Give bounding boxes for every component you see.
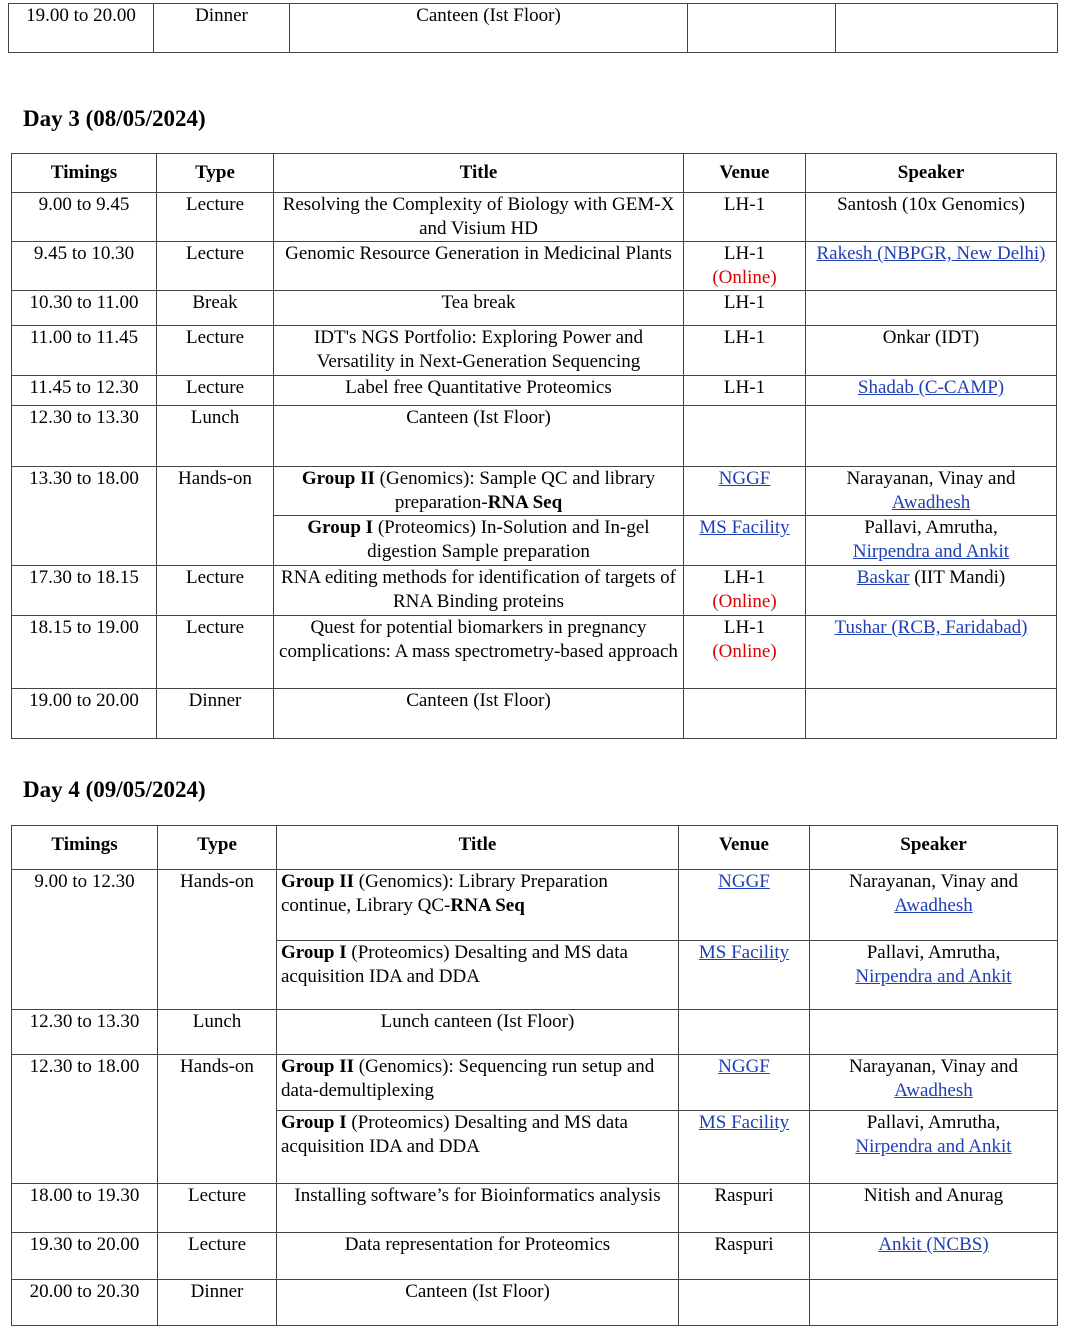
speaker-cell: Santosh (10x Genomics) bbox=[806, 193, 1057, 242]
timing-cell: 11.45 to 12.30 bbox=[12, 376, 157, 406]
venue-cell: LH-1 bbox=[684, 291, 806, 326]
timing-cell: 17.30 to 18.15 bbox=[12, 566, 157, 616]
type-cell: Lecture bbox=[157, 376, 274, 406]
venue-cell bbox=[679, 1055, 810, 1111]
top-partial-table bbox=[8, 3, 1058, 53]
type-cell: Lunch bbox=[157, 406, 274, 467]
type-cell: Lecture bbox=[158, 1233, 277, 1280]
day4-heading: Day 4 (09/05/2024) bbox=[23, 777, 206, 802]
header-venue: Venue bbox=[679, 826, 810, 870]
timing-cell: 18.15 to 19.00 bbox=[12, 616, 157, 689]
speaker-text: Pallavi, Amrutha, bbox=[866, 1112, 1001, 1133]
venue-link[interactable]: NGGF bbox=[718, 1056, 770, 1077]
type-cell: Dinner bbox=[154, 4, 290, 53]
venue-link[interactable]: NGGF bbox=[718, 468, 771, 489]
timing-cell: 12.30 to 18.00 bbox=[12, 1055, 158, 1184]
speaker-text: Narayanan, Vinay and bbox=[849, 1056, 1018, 1077]
header-speaker: Speaker bbox=[806, 154, 1057, 193]
timing-cell: 18.00 to 19.30 bbox=[12, 1184, 158, 1233]
venue-text: LH-1 bbox=[723, 243, 766, 264]
type-cell: Lecture bbox=[157, 616, 274, 689]
type-cell: Hands-on bbox=[158, 870, 277, 1010]
venue-cell bbox=[684, 616, 806, 689]
group-desc: (Proteomics) Desalting and MS data acquisition IDA and DDA bbox=[281, 1112, 628, 1157]
table-row bbox=[12, 616, 1057, 689]
type-cell: Dinner bbox=[157, 689, 274, 739]
type-cell: Lecture bbox=[157, 193, 274, 242]
header-title: Title bbox=[277, 826, 679, 870]
speaker-link[interactable]: Ankit (NCBS) bbox=[878, 1234, 989, 1255]
venue-cell: Raspuri bbox=[679, 1184, 810, 1233]
table-row bbox=[12, 467, 1057, 516]
type-cell: Hands-on bbox=[158, 1055, 277, 1184]
group-label: Group II bbox=[281, 1056, 355, 1077]
speaker-cell bbox=[810, 1055, 1058, 1111]
table-row bbox=[12, 689, 1057, 739]
header-type: Type bbox=[157, 154, 274, 193]
day3-schedule-table bbox=[11, 153, 1057, 739]
table-row bbox=[12, 1055, 1058, 1111]
title-cell bbox=[277, 1111, 679, 1184]
timing-cell: 11.00 to 11.45 bbox=[12, 326, 157, 376]
venue-cell: LH-1 bbox=[684, 193, 806, 242]
venue-cell bbox=[684, 242, 806, 291]
title-cell: Canteen (Ist Floor) bbox=[277, 1280, 679, 1326]
header-type: Type bbox=[158, 826, 277, 870]
timing-cell: 13.30 to 18.00 bbox=[12, 467, 157, 566]
title-cell bbox=[274, 516, 684, 566]
speaker-link[interactable]: Awadhesh bbox=[894, 895, 973, 916]
type-cell: Lecture bbox=[157, 566, 274, 616]
table-row bbox=[12, 1233, 1058, 1280]
group-desc: (Proteomics) In-Solution and In-gel digestion Sample preparation bbox=[367, 517, 650, 562]
venue-cell bbox=[679, 941, 810, 1010]
title-cell: Lunch canteen (Ist Floor) bbox=[277, 1010, 679, 1055]
timing-cell: 9.00 to 12.30 bbox=[12, 870, 158, 1010]
group-desc: (Genomics): Library Preparation continue, Library QC- bbox=[281, 871, 608, 916]
group-desc: (Genomics): Sample QC and library preparation- bbox=[374, 468, 656, 513]
title-cell: Canteen (Ist Floor) bbox=[290, 4, 688, 53]
type-cell: Hands-on bbox=[157, 467, 274, 566]
header-title: Title bbox=[274, 154, 684, 193]
title-cell: Label free Quantitative Proteomics bbox=[274, 376, 684, 406]
timing-cell: 9.45 to 10.30 bbox=[12, 242, 157, 291]
header-venue: Venue bbox=[684, 154, 806, 193]
table-row bbox=[12, 1010, 1058, 1055]
speaker-cell: Nitish and Anurag bbox=[810, 1184, 1058, 1233]
venue-text: LH-1 bbox=[723, 617, 766, 638]
timing-cell: 12.30 to 13.30 bbox=[12, 1010, 158, 1055]
table-row bbox=[12, 242, 1057, 291]
online-note: (Online) bbox=[712, 641, 777, 662]
timing-cell: 9.00 to 9.45 bbox=[12, 193, 157, 242]
title-cell bbox=[277, 941, 679, 1010]
timing-cell: 20.00 to 20.30 bbox=[12, 1280, 158, 1326]
venue-link[interactable]: MS Facility bbox=[698, 1112, 790, 1133]
venue-cell bbox=[684, 566, 806, 616]
venue-cell bbox=[688, 4, 836, 53]
table-row bbox=[12, 326, 1057, 376]
speaker-cell: Onkar (IDT) bbox=[806, 326, 1057, 376]
speaker-link[interactable]: Tushar (RCB, Faridabad) bbox=[834, 617, 1028, 638]
timing-cell: 19.00 to 20.00 bbox=[9, 4, 154, 53]
group-desc: (Proteomics) Desalting and MS data acquisition IDA and DDA bbox=[281, 942, 628, 987]
venue-cell: LH-1 bbox=[684, 326, 806, 376]
table-row bbox=[12, 870, 1058, 941]
group-label: Group I bbox=[307, 517, 374, 538]
venue-cell: Raspuri bbox=[679, 1233, 810, 1280]
speaker-link[interactable]: Awadhesh bbox=[894, 1080, 973, 1101]
table-row bbox=[9, 4, 1058, 53]
header-timings: Timings bbox=[12, 154, 157, 193]
speaker-link[interactable]: Nirpendra and Ankit bbox=[855, 1136, 1012, 1157]
group-emph: RNA Seq bbox=[487, 492, 563, 513]
venue-text: LH-1 bbox=[723, 567, 766, 588]
speaker-link[interactable]: Nirpendra and Ankit bbox=[852, 541, 1010, 562]
speaker-text: Pallavi, Amrutha, bbox=[866, 942, 1001, 963]
table-row bbox=[12, 291, 1057, 326]
speaker-cell bbox=[806, 516, 1057, 566]
timing-cell: 19.00 to 20.00 bbox=[12, 689, 157, 739]
speaker-cell bbox=[806, 566, 1057, 616]
speaker-cell bbox=[810, 1233, 1058, 1280]
speaker-text: Pallavi, Amrutha, bbox=[864, 517, 998, 538]
venue-cell bbox=[679, 1010, 810, 1055]
type-cell: Break bbox=[157, 291, 274, 326]
speaker-cell bbox=[806, 406, 1057, 467]
day4-schedule-table bbox=[11, 825, 1058, 1326]
title-cell bbox=[274, 467, 684, 516]
table-row bbox=[12, 566, 1057, 616]
speaker-cell bbox=[836, 4, 1058, 53]
table-header-row bbox=[12, 826, 1058, 870]
speaker-cell bbox=[806, 376, 1057, 406]
speaker-text: Narayanan, Vinay and bbox=[849, 871, 1018, 892]
title-cell bbox=[277, 1055, 679, 1111]
title-cell: Resolving the Complexity of Biology with GEM-X and Visium HD bbox=[274, 193, 684, 242]
group-emph: RNA Seq bbox=[450, 895, 525, 916]
timing-cell: 10.30 to 11.00 bbox=[12, 291, 157, 326]
title-cell: Canteen (Ist Floor) bbox=[274, 689, 684, 739]
table-row bbox=[12, 376, 1057, 406]
speaker-text: Narayanan, Vinay and bbox=[846, 468, 1016, 489]
speaker-link[interactable]: Nirpendra and Ankit bbox=[855, 966, 1012, 987]
online-note: (Online) bbox=[712, 267, 777, 288]
header-speaker: Speaker bbox=[810, 826, 1058, 870]
speaker-cell bbox=[810, 1010, 1058, 1055]
venue-cell bbox=[684, 689, 806, 739]
day3-heading: Day 3 (08/05/2024) bbox=[23, 106, 206, 131]
venue-cell bbox=[684, 467, 806, 516]
venue-cell bbox=[679, 1111, 810, 1184]
group-label: Group I bbox=[281, 1112, 347, 1133]
timing-cell: 12.30 to 13.30 bbox=[12, 406, 157, 467]
venue-cell bbox=[684, 406, 806, 467]
title-cell: Data representation for Proteomics bbox=[277, 1233, 679, 1280]
title-cell: Tea break bbox=[274, 291, 684, 326]
speaker-cell bbox=[806, 467, 1057, 516]
table-row bbox=[12, 406, 1057, 467]
table-row bbox=[12, 193, 1057, 242]
venue-link[interactable]: NGGF bbox=[718, 871, 770, 892]
title-cell: RNA editing methods for identification of targets of RNA Binding proteins bbox=[274, 566, 684, 616]
venue-cell bbox=[679, 1280, 810, 1326]
group-label: Group II bbox=[281, 871, 355, 892]
online-note: (Online) bbox=[712, 591, 777, 612]
speaker-cell bbox=[810, 941, 1058, 1010]
table-row bbox=[12, 1280, 1058, 1326]
title-cell: Installing software’s for Bioinformatics analysis bbox=[277, 1184, 679, 1233]
speaker-link[interactable]: Rakesh (NBPGR, New Delhi) bbox=[816, 243, 1046, 264]
speaker-cell bbox=[806, 689, 1057, 739]
title-cell: Genomic Resource Generation in Medicinal Plants bbox=[274, 242, 684, 291]
group-desc: (Genomics): Sequencing run setup and data-demultiplexing bbox=[281, 1056, 655, 1101]
speaker-link[interactable]: Awadhesh bbox=[891, 492, 971, 513]
group-label: Group II bbox=[301, 468, 375, 489]
header-timings: Timings bbox=[12, 826, 158, 870]
speaker-cell bbox=[806, 291, 1057, 326]
table-row bbox=[12, 1184, 1058, 1233]
venue-cell bbox=[684, 516, 806, 566]
venue-link[interactable]: MS Facility bbox=[699, 517, 790, 538]
type-cell: Lecture bbox=[157, 326, 274, 376]
speaker-cell bbox=[810, 1280, 1058, 1326]
venue-cell bbox=[679, 870, 810, 941]
speaker-cell bbox=[806, 242, 1057, 291]
speaker-cell bbox=[810, 870, 1058, 941]
speaker-link[interactable]: Shadab (C-CAMP) bbox=[857, 377, 1005, 398]
title-cell: Quest for potential biomarkers in pregnancy complications: A mass spectrometry-based approach bbox=[274, 616, 684, 689]
speaker-link[interactable]: Baskar bbox=[856, 567, 910, 588]
speaker-cell bbox=[806, 616, 1057, 689]
venue-link[interactable]: MS Facility bbox=[698, 942, 790, 963]
type-cell: Lecture bbox=[158, 1184, 277, 1233]
type-cell: Lecture bbox=[157, 242, 274, 291]
venue-cell: LH-1 bbox=[684, 376, 806, 406]
type-cell: Dinner bbox=[158, 1280, 277, 1326]
speaker-cell bbox=[810, 1111, 1058, 1184]
group-label: Group I bbox=[281, 942, 347, 963]
title-cell: IDT's NGS Portfolio: Exploring Power and Versatility in Next-Generation Sequencing bbox=[274, 326, 684, 376]
timing-cell: 19.30 to 20.00 bbox=[12, 1233, 158, 1280]
title-cell: Canteen (Ist Floor) bbox=[274, 406, 684, 467]
table-header-row bbox=[12, 154, 1057, 193]
speaker-text: (IIT Mandi) bbox=[909, 567, 1006, 588]
type-cell: Lunch bbox=[158, 1010, 277, 1055]
title-cell bbox=[277, 870, 679, 941]
